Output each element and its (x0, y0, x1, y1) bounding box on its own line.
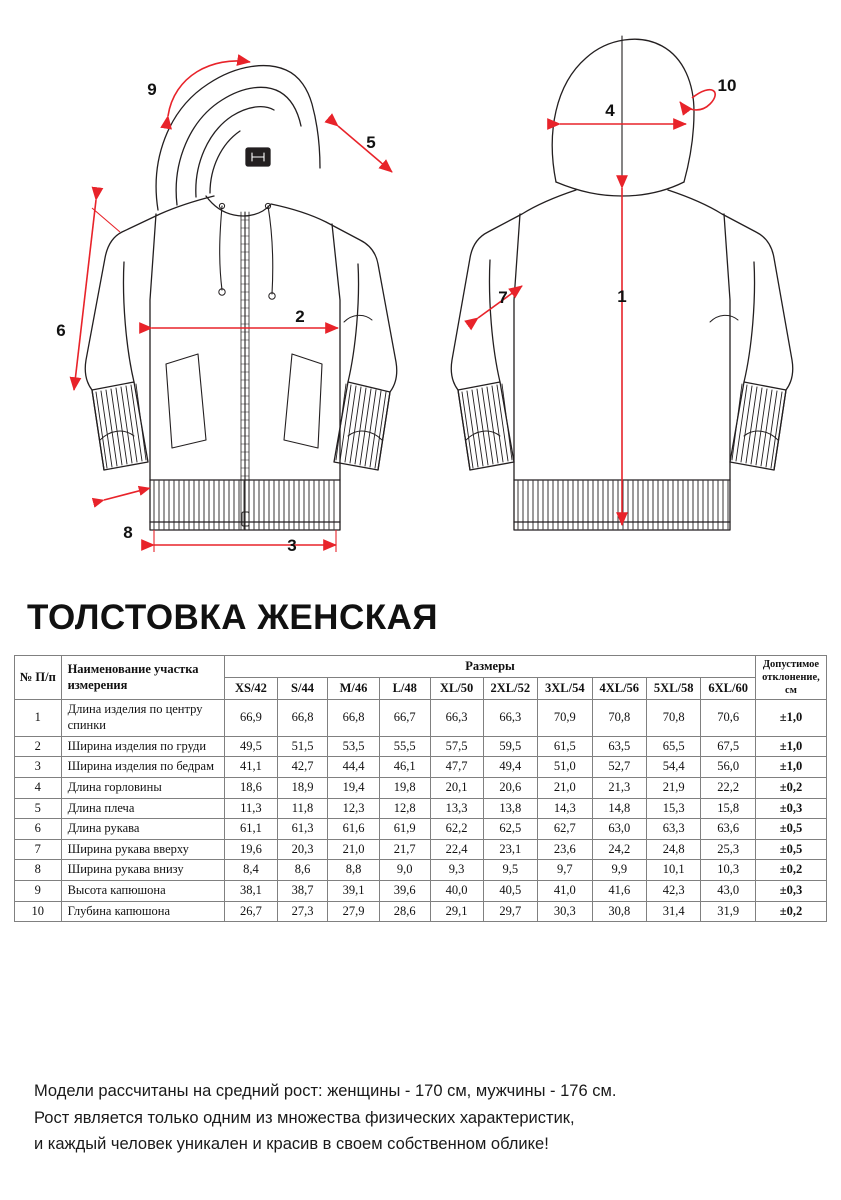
cell-measure-name: Длина изделия по центру спинки (61, 700, 225, 736)
cell-value: 8,4 (225, 860, 278, 881)
cell-value: 47,7 (430, 757, 483, 778)
header-np: № П/п (15, 656, 62, 700)
cell-value: 9,0 (379, 860, 430, 881)
cell-value: 24,8 (646, 839, 700, 860)
table-body (15, 700, 827, 922)
cell-value: 30,3 (538, 901, 592, 922)
cell-value: 26,7 (225, 901, 278, 922)
cell-value: 31,4 (646, 901, 700, 922)
cell-np: 6 (15, 819, 62, 840)
note-line-3: и каждый человек уникален и красив в своем собственном облике! (34, 1135, 549, 1154)
cell-measure-name: Длина горловины (61, 777, 225, 798)
callout-6: 6 (56, 321, 66, 340)
callout-5: 5 (366, 133, 376, 152)
cell-np: 2 (15, 736, 62, 757)
cell-deviation: ±1,0 (755, 700, 826, 736)
cell-measure-name: Ширина рукава внизу (61, 860, 225, 881)
cell-value: 9,3 (430, 860, 483, 881)
header-size-4: XL/50 (430, 678, 483, 700)
cell-value: 21,0 (538, 777, 592, 798)
cell-value: 21,9 (646, 777, 700, 798)
cell-value: 70,9 (538, 700, 592, 736)
header-size-3: L/48 (379, 678, 430, 700)
cell-value: 39,1 (328, 881, 380, 902)
cell-np: 3 (15, 757, 62, 778)
cell-measure-name: Глубина капюшона (61, 901, 225, 922)
cell-np: 8 (15, 860, 62, 881)
cell-value: 63,5 (592, 736, 646, 757)
cell-value: 55,5 (379, 736, 430, 757)
cell-value: 8,6 (277, 860, 327, 881)
table-row (15, 901, 827, 922)
cell-value: 63,3 (646, 819, 700, 840)
cell-value: 15,8 (701, 798, 755, 819)
cell-measure-name: Ширина изделия по груди (61, 736, 225, 757)
cell-value: 27,3 (277, 901, 327, 922)
cell-value: 61,3 (277, 819, 327, 840)
cell-value: 41,1 (225, 757, 278, 778)
cell-value: 12,3 (328, 798, 380, 819)
cell-value: 19,6 (225, 839, 278, 860)
cell-value: 38,7 (277, 881, 327, 902)
cell-value: 56,0 (701, 757, 755, 778)
callout-3: 3 (287, 536, 297, 555)
cell-value: 14,8 (592, 798, 646, 819)
cell-value: 11,3 (225, 798, 278, 819)
callout-1: 1 (617, 287, 627, 306)
cell-value: 67,5 (701, 736, 755, 757)
cell-value: 46,1 (379, 757, 430, 778)
cell-value: 66,9 (225, 700, 278, 736)
cell-measure-name: Длина рукава (61, 819, 225, 840)
cell-value: 8,8 (328, 860, 380, 881)
header-size-5: 2XL/52 (483, 678, 537, 700)
cell-value: 9,9 (592, 860, 646, 881)
cell-value: 66,7 (379, 700, 430, 736)
cell-value: 41,6 (592, 881, 646, 902)
table-row (15, 881, 827, 902)
cell-value: 57,5 (430, 736, 483, 757)
header-size-2: M/46 (328, 678, 380, 700)
cell-value: 29,1 (430, 901, 483, 922)
cell-value: 30,8 (592, 901, 646, 922)
cell-value: 39,6 (379, 881, 430, 902)
table-row (15, 736, 827, 757)
cell-value: 40,0 (430, 881, 483, 902)
cell-value: 11,8 (277, 798, 327, 819)
size-table-wrapper (14, 655, 827, 922)
cell-value: 10,1 (646, 860, 700, 881)
cell-value: 53,5 (328, 736, 380, 757)
cell-value: 62,5 (483, 819, 537, 840)
cell-value: 38,1 (225, 881, 278, 902)
cell-value: 10,3 (701, 860, 755, 881)
cell-deviation: ±1,0 (755, 757, 826, 778)
footer-note (34, 1078, 814, 1158)
header-measure-name: Наименование участка измерения (61, 656, 225, 700)
table-row (15, 798, 827, 819)
technical-drawing (0, 0, 841, 580)
cell-value: 18,9 (277, 777, 327, 798)
cell-value: 54,4 (646, 757, 700, 778)
callout-4: 4 (605, 101, 615, 120)
cell-value: 44,4 (328, 757, 380, 778)
cell-value: 21,7 (379, 839, 430, 860)
callout-10: 10 (717, 76, 737, 95)
header-sizes-group: Размеры (225, 656, 756, 678)
callout-2: 2 (295, 307, 305, 326)
page-title: ТОЛСТОВКА ЖЕНСКАЯ (27, 598, 439, 637)
table-row (15, 860, 827, 881)
cell-value: 66,8 (277, 700, 327, 736)
cell-value: 61,9 (379, 819, 430, 840)
cell-value: 40,5 (483, 881, 537, 902)
header-size-1: S/44 (277, 678, 327, 700)
cell-value: 49,5 (225, 736, 278, 757)
cell-value: 20,3 (277, 839, 327, 860)
cell-value: 9,7 (538, 860, 592, 881)
cell-deviation: ±0,2 (755, 901, 826, 922)
callout-7: 7 (498, 288, 508, 307)
cell-value: 20,6 (483, 777, 537, 798)
cell-value: 19,4 (328, 777, 380, 798)
table-row (15, 839, 827, 860)
cell-deviation: ±0,5 (755, 839, 826, 860)
table-header-row-1 (15, 656, 827, 678)
cell-value: 61,1 (225, 819, 278, 840)
cell-np: 1 (15, 700, 62, 736)
header-size-0: XS/42 (225, 678, 278, 700)
callout-8: 8 (123, 523, 133, 542)
cell-np: 9 (15, 881, 62, 902)
cell-value: 23,1 (483, 839, 537, 860)
cell-value: 9,5 (483, 860, 537, 881)
header-size-6: 3XL/54 (538, 678, 592, 700)
cell-value: 21,3 (592, 777, 646, 798)
cell-value: 23,6 (538, 839, 592, 860)
cell-measure-name: Ширина рукава вверху (61, 839, 225, 860)
cell-value: 61,5 (538, 736, 592, 757)
cell-value: 66,3 (430, 700, 483, 736)
cell-value: 24,2 (592, 839, 646, 860)
cell-value: 51,0 (538, 757, 592, 778)
header-deviation: Допустимое отклонение, см (755, 656, 826, 700)
cell-value: 12,8 (379, 798, 430, 819)
cell-value: 20,1 (430, 777, 483, 798)
cell-value: 13,3 (430, 798, 483, 819)
cell-deviation: ±0,3 (755, 881, 826, 902)
cell-np: 10 (15, 901, 62, 922)
cell-value: 62,7 (538, 819, 592, 840)
cell-deviation: ±0,2 (755, 860, 826, 881)
cell-value: 22,4 (430, 839, 483, 860)
cell-value: 63,6 (701, 819, 755, 840)
note-line-2: Рост является только одним из множества физических характеристик, (34, 1108, 575, 1127)
cell-measure-name: Ширина изделия по бедрам (61, 757, 225, 778)
cell-value: 19,8 (379, 777, 430, 798)
header-size-9: 6XL/60 (701, 678, 755, 700)
dimension-labels (56, 76, 736, 555)
cell-value: 70,8 (646, 700, 700, 736)
cell-value: 51,5 (277, 736, 327, 757)
cell-value: 15,3 (646, 798, 700, 819)
cell-value: 49,4 (483, 757, 537, 778)
header-size-7: 4XL/56 (592, 678, 646, 700)
size-table (14, 655, 827, 922)
cell-np: 4 (15, 777, 62, 798)
cell-np: 5 (15, 798, 62, 819)
cell-value: 42,3 (646, 881, 700, 902)
cell-value: 22,2 (701, 777, 755, 798)
cell-value: 25,3 (701, 839, 755, 860)
header-size-8: 5XL/58 (646, 678, 700, 700)
cell-value: 52,7 (592, 757, 646, 778)
table-row (15, 777, 827, 798)
cell-value: 59,5 (483, 736, 537, 757)
cell-value: 70,6 (701, 700, 755, 736)
cell-np: 7 (15, 839, 62, 860)
cell-value: 27,9 (328, 901, 380, 922)
cell-value: 43,0 (701, 881, 755, 902)
table-row (15, 819, 827, 840)
cell-value: 18,6 (225, 777, 278, 798)
cell-measure-name: Высота капюшона (61, 881, 225, 902)
cell-deviation: ±0,2 (755, 777, 826, 798)
table-row (15, 700, 827, 736)
cell-value: 28,6 (379, 901, 430, 922)
cell-value: 42,7 (277, 757, 327, 778)
cell-value: 29,7 (483, 901, 537, 922)
cell-value: 13,8 (483, 798, 537, 819)
cell-deviation: ±1,0 (755, 736, 826, 757)
cell-value: 21,0 (328, 839, 380, 860)
cell-value: 66,8 (328, 700, 380, 736)
cell-value: 31,9 (701, 901, 755, 922)
table-row (15, 757, 827, 778)
cell-value: 41,0 (538, 881, 592, 902)
cell-value: 63,0 (592, 819, 646, 840)
cell-measure-name: Длина плеча (61, 798, 225, 819)
note-line-1: Модели рассчитаны на средний рост: женщины - 170 см, мужчины - 176 см. (34, 1082, 617, 1100)
cell-value: 14,3 (538, 798, 592, 819)
callout-9: 9 (147, 80, 157, 99)
cell-value: 62,2 (430, 819, 483, 840)
cell-value: 66,3 (483, 700, 537, 736)
cell-deviation: ±0,3 (755, 798, 826, 819)
cell-deviation: ±0,5 (755, 819, 826, 840)
cell-value: 65,5 (646, 736, 700, 757)
cell-value: 70,8 (592, 700, 646, 736)
cell-value: 61,6 (328, 819, 380, 840)
